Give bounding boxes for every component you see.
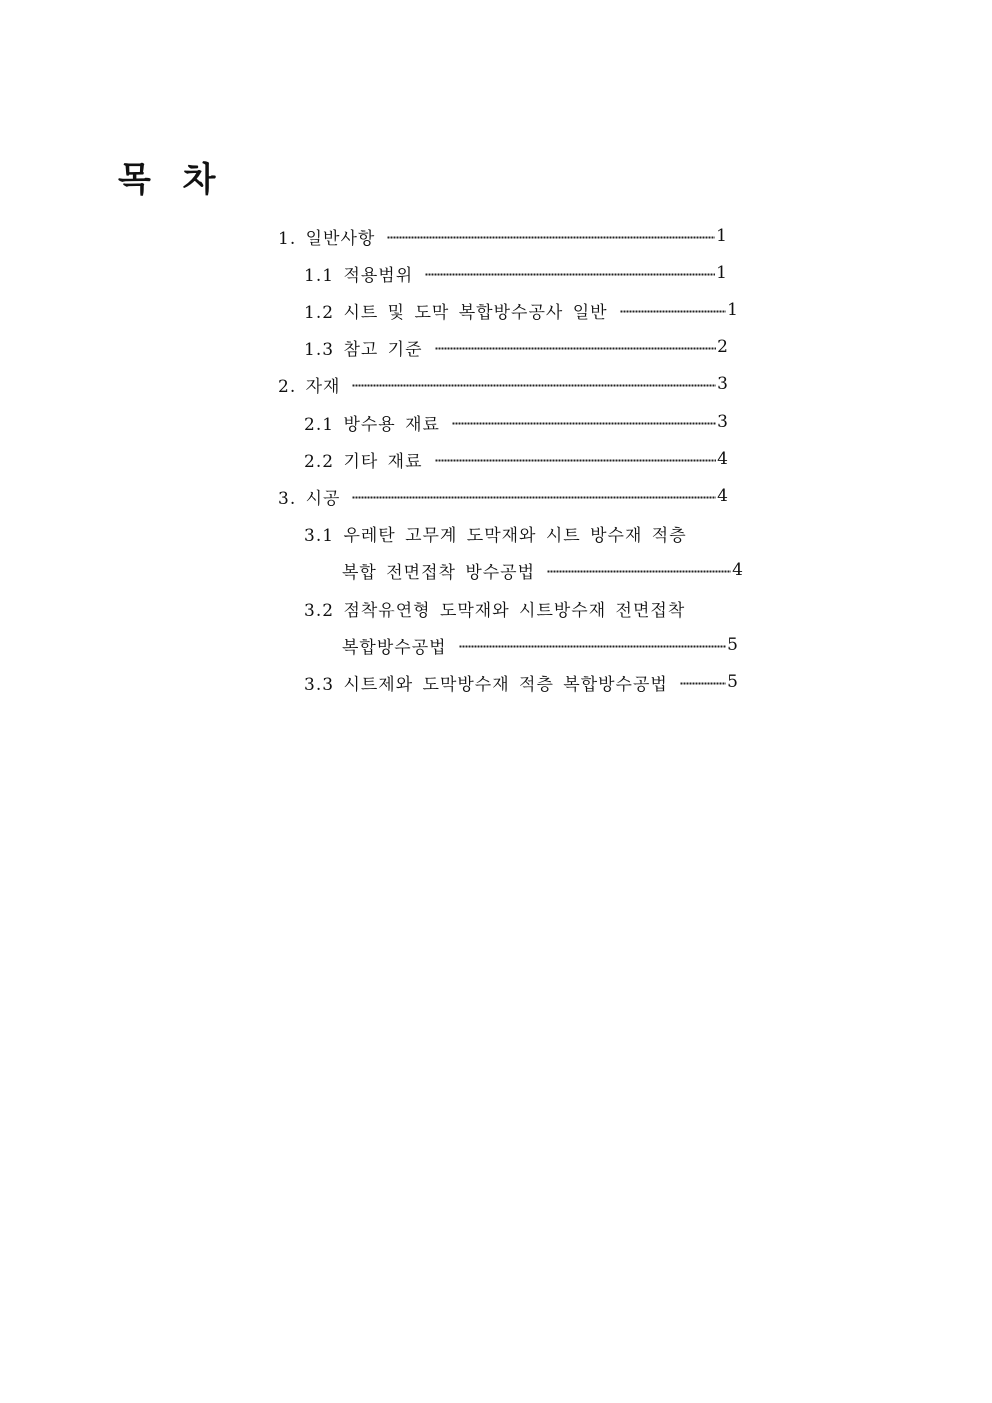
toc-entry-2-2[interactable] (304, 446, 728, 472)
toc-entry-3-1-line2[interactable] (342, 557, 743, 583)
toc-page-number: 2 (717, 337, 728, 357)
toc-entry-2-1[interactable] (304, 409, 728, 435)
toc-entry-3[interactable] (278, 483, 728, 509)
toc-entry-label: 복합 전면접착 방수공법 (342, 562, 536, 583)
toc-page-number: 1 (716, 226, 727, 246)
toc-entry-label: 1.3 참고 기준 (304, 339, 423, 360)
dot-leader (352, 496, 716, 499)
toc-entry-label: 복합방수공법 (342, 637, 447, 658)
toc-entry-3-2-line2[interactable] (342, 632, 738, 658)
toc-page-number: 3 (717, 374, 728, 394)
toc-entry-label: 2. 자재 (278, 376, 341, 397)
toc-entry-label: 3.2 점착유연형 도막재와 시트방수재 전면접착 (304, 600, 686, 621)
toc-entry-2[interactable] (278, 371, 728, 397)
toc-page-number: 4 (717, 486, 728, 506)
toc-entry-1[interactable] (278, 223, 727, 249)
toc-entry-label: 2.2 기타 재료 (304, 451, 423, 472)
toc-entry-3-2-line1[interactable] (304, 595, 685, 621)
dot-leader (435, 347, 717, 350)
toc-page-number: 3 (717, 412, 728, 432)
toc-entry-label: 1.2 시트 및 도막 복합방수공사 일반 (304, 302, 608, 323)
toc-entry-label: 3.3 시트제와 도막방수재 적층 복합방수공법 (304, 674, 668, 695)
dot-leader (680, 682, 726, 685)
toc-entry-label: 2.1 방수용 재료 (304, 414, 440, 435)
toc-page-number: 4 (717, 449, 728, 469)
dot-leader (547, 570, 731, 573)
dot-leader (425, 273, 715, 276)
toc-page-number: 4 (732, 560, 743, 580)
toc-entry-1-3[interactable] (304, 334, 728, 360)
dot-leader (452, 422, 716, 425)
toc-page-number: 1 (727, 300, 738, 320)
toc-entry-label: 1.1 적용범위 (304, 265, 414, 286)
toc-entry-3-3[interactable] (304, 669, 738, 695)
toc-entry-3-1-line1[interactable] (304, 520, 687, 546)
toc-entry-1-2[interactable] (304, 297, 738, 323)
toc-page-number: 5 (727, 635, 738, 655)
toc-page-number: 1 (716, 263, 727, 283)
toc-page-number: 5 (727, 672, 738, 692)
dot-leader (387, 236, 715, 239)
dot-leader (352, 384, 716, 387)
toc-entry-1-1[interactable] (304, 260, 727, 286)
toc-entry-label: 3.1 우레탄 고무계 도막재와 시트 방수재 적층 (304, 525, 687, 546)
page-title: 목 차 (118, 160, 226, 200)
dot-leader (620, 310, 727, 313)
dot-leader (459, 645, 727, 648)
toc-entry-label: 3. 시공 (278, 488, 341, 509)
dot-leader (435, 459, 717, 462)
toc-entry-label: 1. 일반사항 (278, 228, 376, 249)
